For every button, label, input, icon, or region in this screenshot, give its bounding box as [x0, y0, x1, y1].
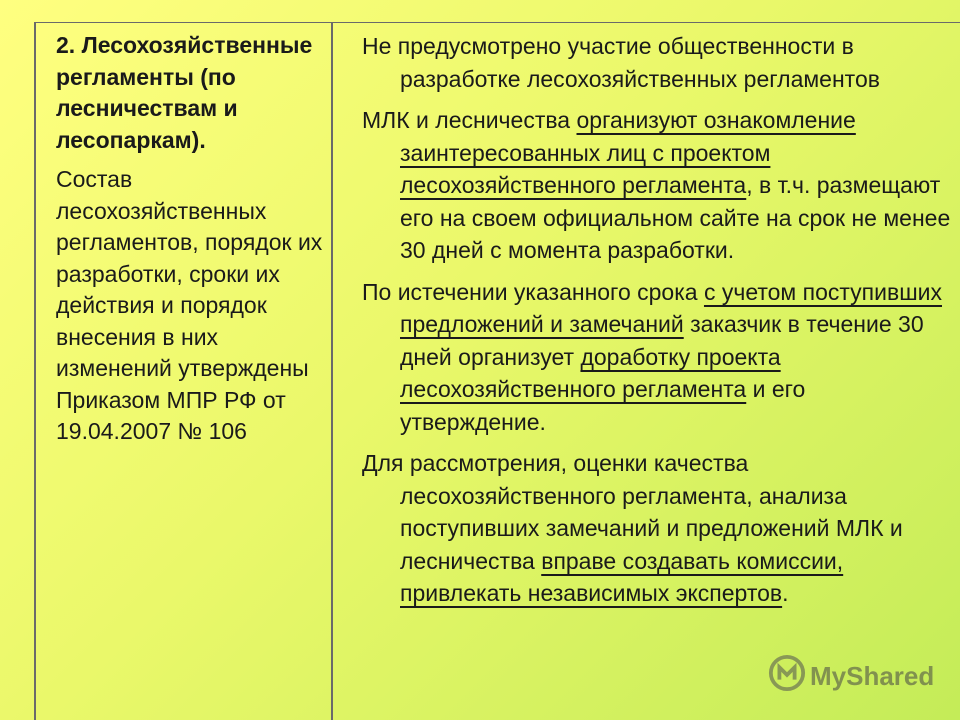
paragraph-1: [362, 30, 952, 95]
right-cell: [362, 30, 952, 619]
paragraph-1-text: Не предусмотрено участие общественности в разработке лесохозяйственных регламентов: [362, 33, 880, 92]
paragraph-3-underlined-3: доработку проекта лесохозяйственного регламента: [400, 343, 781, 402]
paragraph-3-text-e: заказчик в течение 30 дней организует: [400, 311, 924, 370]
paragraph-4-text-a: Для рассмотрения, оценки качества лесохозяйственного регламента, анализа поступивших замечаний и предложений МЛК и лесничества: [362, 450, 903, 574]
paragraph-3-text-g: и его утверждение.: [400, 376, 806, 435]
paragraph-3: [362, 276, 952, 439]
paragraph-4: [362, 447, 952, 610]
paragraph-4-underlined: вправе создавать комиссии, привлекать независимых экспертов: [400, 547, 844, 606]
paragraph-2-text-c: , в т.ч. размещают его на своем официальном сайте на срок не менее 30 дней с момента разработки.: [400, 172, 951, 263]
paragraph-4-text-c: .: [782, 580, 789, 606]
section-title: 2. Лесохозяйственные регламенты (по лесничествам и лесопаркам).: [56, 32, 313, 153]
table-border-middle: [331, 22, 333, 720]
section-description: Состав лесохозяйственных регламентов, порядок их разработки, сроки их действия и порядок внесения в них изменений утверждены Приказом МПР РФ от 19.04.2007 № 106: [56, 166, 323, 444]
paragraph-2-underlined: организуют ознакомление заинтересованных лиц с проектом лесохозяйственного регламента: [400, 107, 856, 198]
table-border-left: [34, 22, 36, 720]
paragraph-3-underlined-1: с учетом поступивших: [703, 278, 942, 305]
watermark-text: MyShared: [810, 660, 935, 691]
paragraph-3-underlined-2: предложений и замечаний: [400, 311, 684, 337]
paragraph-2: [362, 104, 952, 267]
paragraph-3-text-a: По истечении указанного срока: [362, 278, 704, 305]
myshared-logo-icon: [768, 654, 806, 699]
left-cell: [56, 30, 326, 448]
paragraph-2-text-a: МЛК и лесничества: [362, 107, 577, 133]
myshared-watermark: [768, 656, 934, 696]
table-border-top: [34, 22, 960, 23]
